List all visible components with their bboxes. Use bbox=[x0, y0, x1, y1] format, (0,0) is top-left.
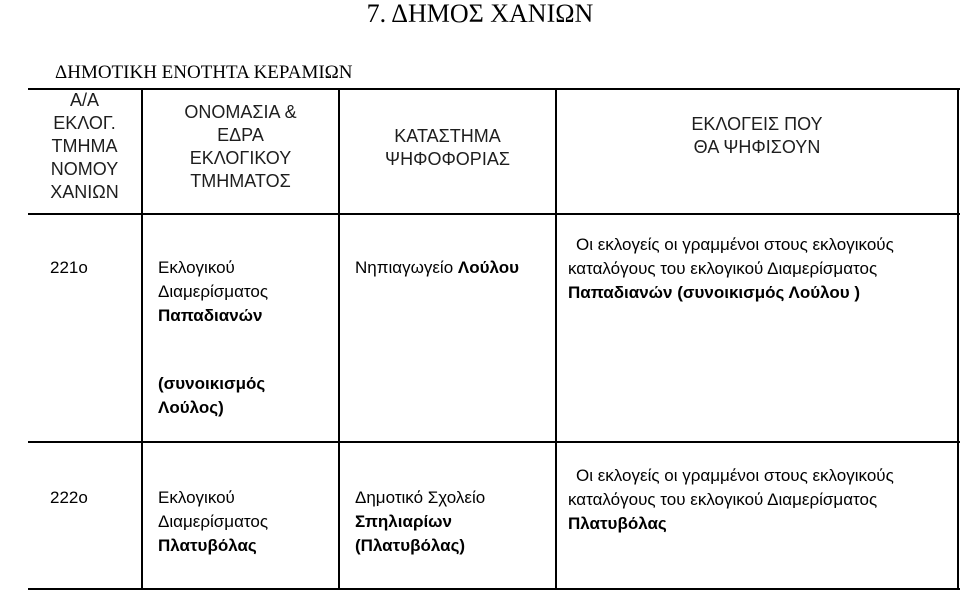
section-locality: (συνοικισμός Λούλος) bbox=[158, 374, 266, 417]
row-number: 222ο bbox=[50, 488, 88, 507]
table-top-border bbox=[28, 88, 960, 90]
table-right-border bbox=[957, 88, 959, 590]
header-section-number: Α/Α ΕΚΛΟΓ. ΤΜΗΜΑ ΝΟΜΟΥ ΧΑΝΙΩΝ bbox=[50, 90, 119, 202]
polling-station: Δημοτικό Σχολείο Σπηλιαρίων (Πλατυβόλας) bbox=[355, 488, 486, 555]
header-row-divider bbox=[28, 213, 960, 215]
row-divider bbox=[28, 441, 960, 443]
page-title: 7. ΔΗΜΟΣ ΧΑΝΙΩΝ bbox=[366, 0, 594, 28]
polling-station: Νηπιαγωγείο Λούλου bbox=[355, 258, 520, 277]
row-number: 221ο bbox=[50, 258, 88, 277]
header-polling-station: ΚΑΤΑΣΤΗΜΑ ΨΗΦΟΦΟΡΙΑΣ bbox=[385, 126, 510, 169]
voters-description: Οι εκλογείς οι γραμμένοι στους εκλογικούς καταλόγους του εκλογικού Διαμερίσματος Παπαδιανών (συνοικισμός Λούλου ) bbox=[568, 235, 894, 302]
header-section-name: ΟΝΟΜΑΣΙΑ & ΕΔΡΑ ΕΚΛΟΓΙΚΟΥ ΤΜΗΜΑΤΟΣ bbox=[184, 102, 297, 191]
header-voters: ΕΚΛΟΓΕΙΣ ΠΟΥ ΘΑ ΨΗΦΙΣΟΥΝ bbox=[691, 114, 823, 157]
section-name: Εκλογικού Διαμερίσματος Πλατυβόλας bbox=[158, 488, 269, 555]
section-subtitle: ΔΗΜΟΤΙΚΗ ΕΝΟΤΗΤΑ ΚΕΡΑΜΙΩΝ bbox=[55, 62, 353, 83]
section-name: Εκλογικού Διαμερίσματος Παπαδιανών bbox=[158, 258, 269, 325]
column-divider bbox=[555, 88, 557, 590]
table-bottom-border bbox=[28, 588, 960, 590]
voters-description: Οι εκλογείς οι γραμμένοι στους εκλογικούς καταλόγους του εκλογικού Διαμερίσματος Πλατυβόλας bbox=[568, 466, 894, 533]
